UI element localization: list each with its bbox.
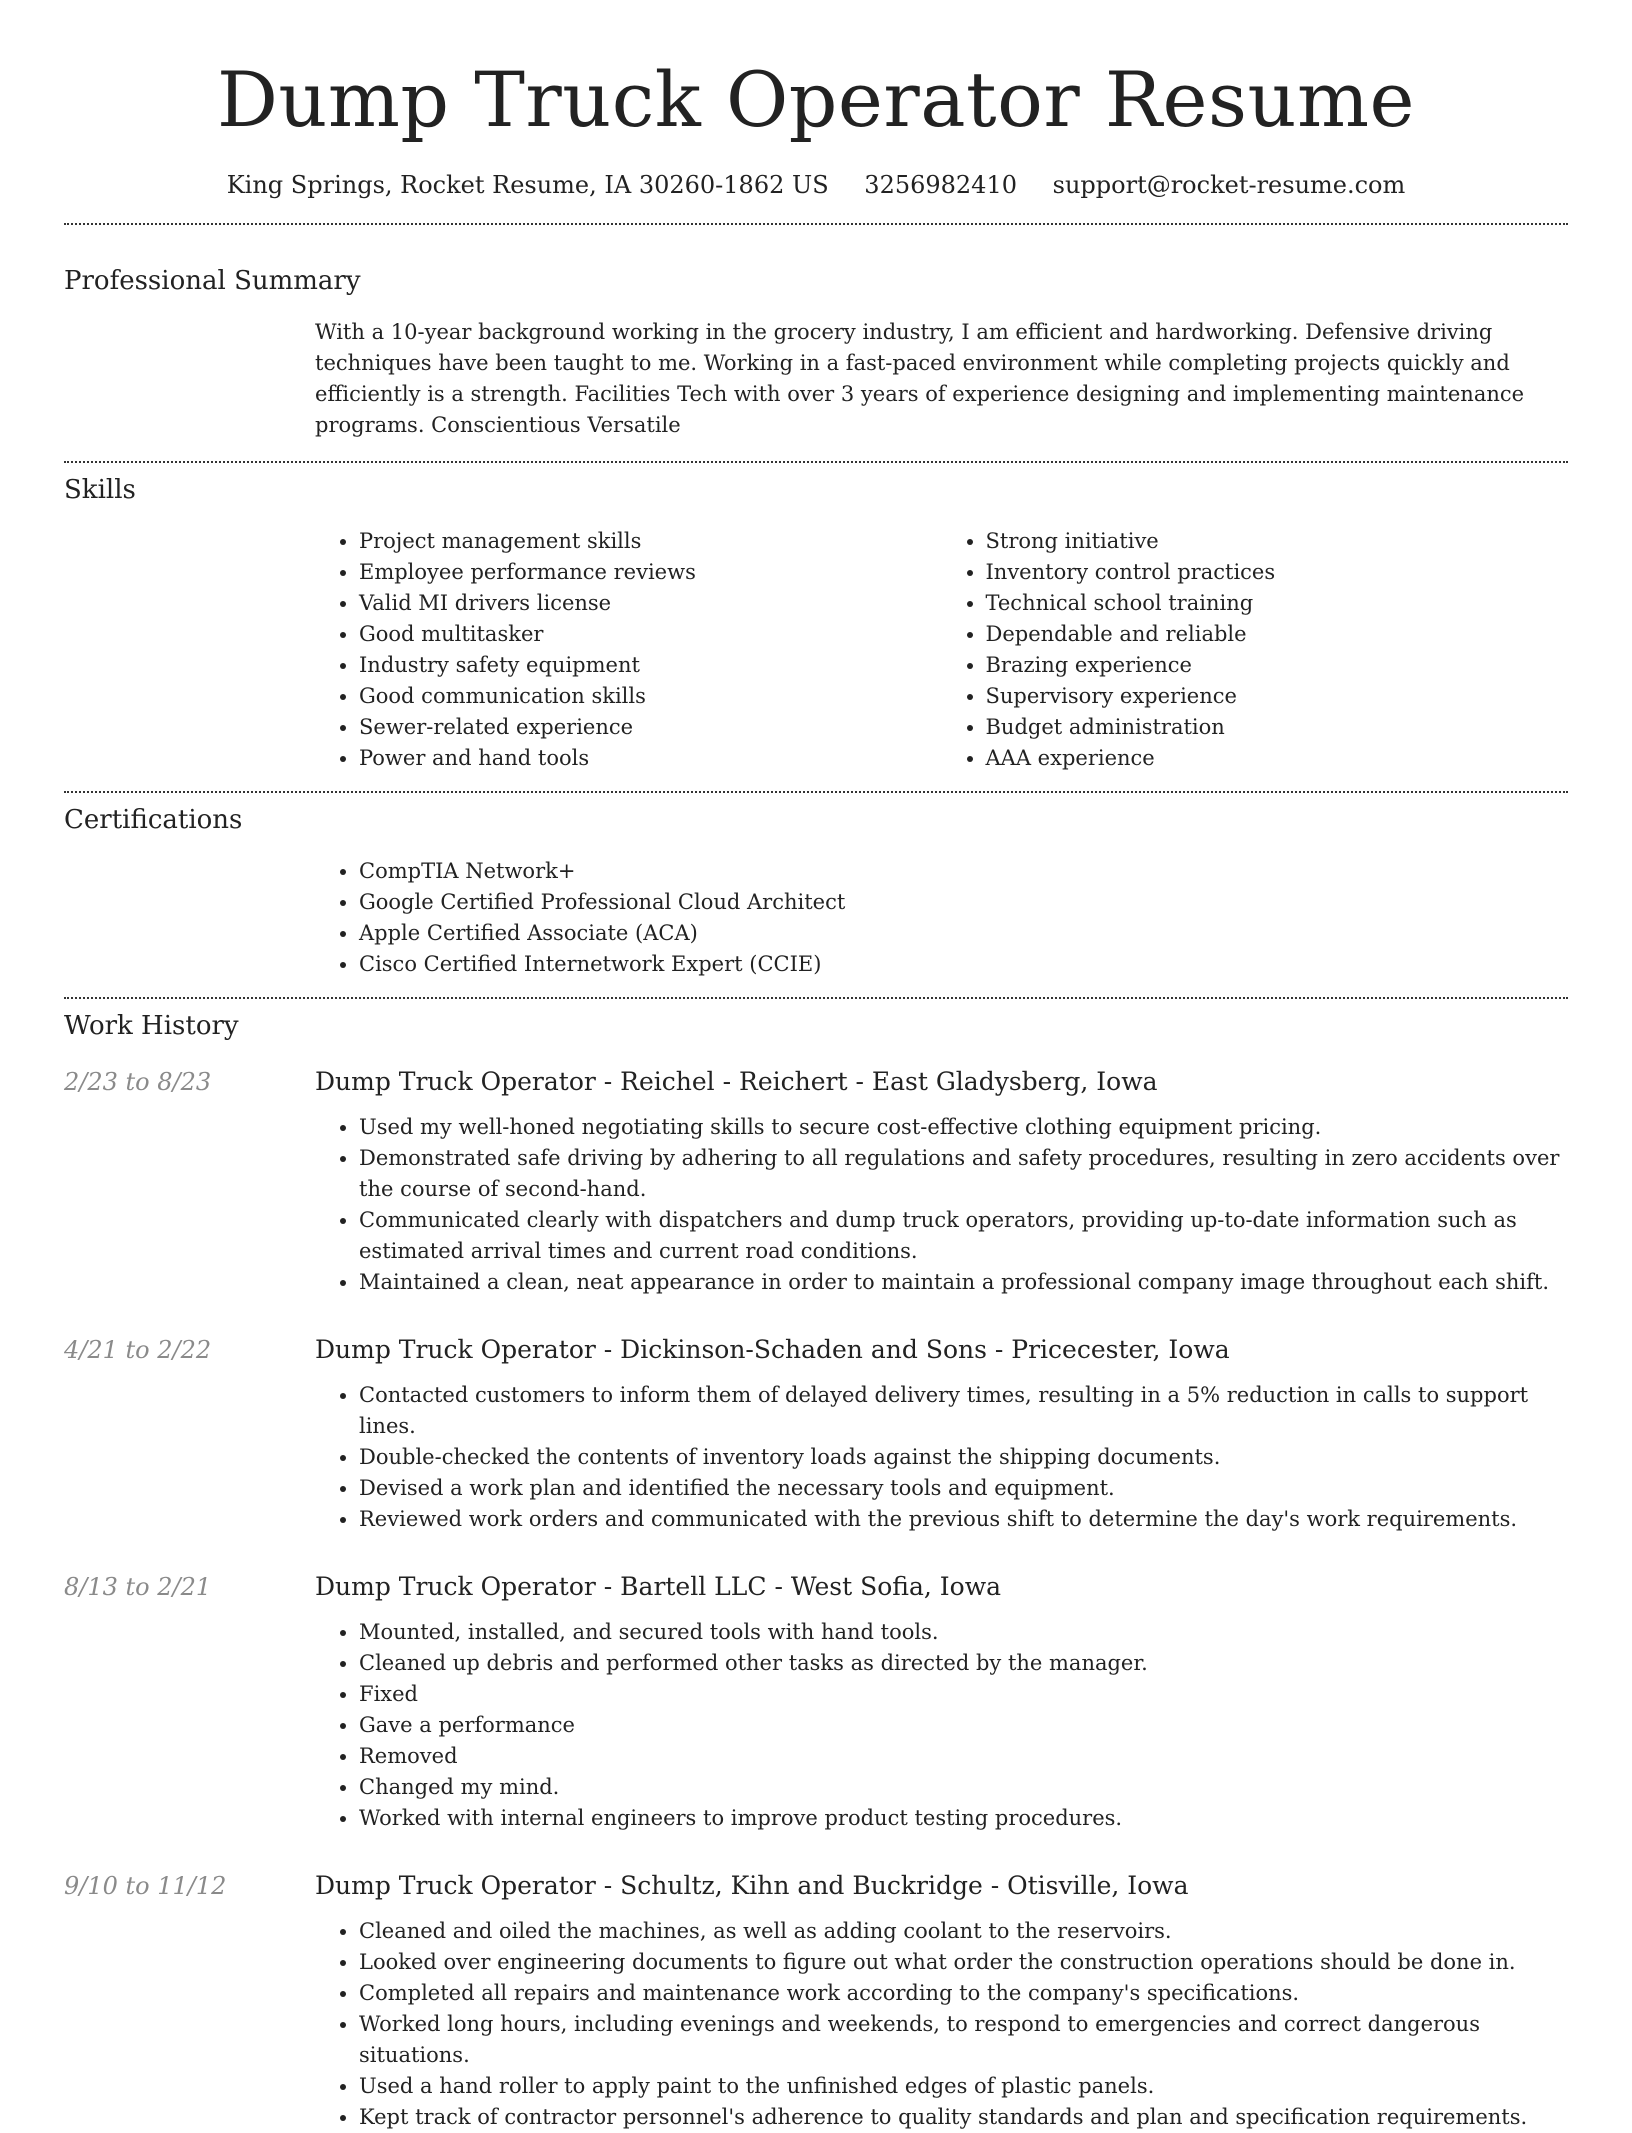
job-bullets [315, 1380, 1568, 1535]
job-duties [315, 1916, 1568, 2133]
section-divider [64, 461, 1568, 463]
skills-section [64, 472, 1568, 774]
job-entry [64, 1332, 1568, 1535]
job-bullet: • Used a hand roller to apply paint to the unfinished edges of plastic panels. [359, 2071, 1568, 2102]
certifications-heading: Certifications [64, 805, 243, 835]
job-bullet: • Gave a performance [359, 1710, 1568, 1741]
skills-columns [315, 526, 1568, 774]
section-divider [64, 223, 1568, 225]
skill-item: • Power and hand tools [359, 743, 942, 774]
skill-item: • Budget administration [986, 712, 1569, 743]
job-entry [64, 1569, 1568, 1834]
job-bullet: • Demonstrated safe driving by adhering to all regulations and safety procedures, resulting in zero accidents over the course of second-hand. [359, 1143, 1568, 1205]
job-duties [315, 1112, 1568, 1298]
skill-item: • Valid MI drivers license [359, 588, 942, 619]
job-bullets [315, 1916, 1568, 2133]
section-divider [64, 997, 1568, 999]
job-duties [315, 1380, 1568, 1535]
certification-item: • CompTIA Network+ [359, 856, 1568, 887]
contact-phone: 3256982410 [864, 171, 1017, 199]
skill-item: • Project management skills [359, 526, 942, 557]
job-title: Dump Truck Operator - Bartell LLC - West Sofia, Iowa [315, 1572, 1001, 1601]
job-bullet: • Removed [359, 1741, 1568, 1772]
certification-item: • Cisco Certified Internetwork Expert (CCIE) [359, 949, 1568, 980]
skill-item: • Industry safety equipment [359, 650, 942, 681]
certifications-body [315, 856, 1568, 980]
job-bullet: • Cleaned and oiled the machines, as well as adding coolant to the reservoirs. [359, 1916, 1568, 1947]
certification-item: • Apple Certified Associate (ACA) [359, 918, 1568, 949]
skills-list-left [315, 526, 942, 774]
summary-section [64, 263, 1568, 441]
job-bullet: • Mounted, installed, and secured tools with hand tools. [359, 1617, 1568, 1648]
job-dates: 4/21 to 2/22 [64, 1336, 212, 1364]
job-title: Dump Truck Operator - Reichel - Reichert - East Gladysberg, Iowa [315, 1067, 1158, 1096]
job-bullet: • Double-checked the contents of inventory loads against the shipping documents. [359, 1442, 1568, 1473]
certification-item: • Google Certified Professional Cloud Architect [359, 887, 1568, 918]
job-bullet: • Looked over engineering documents to figure out what order the construction operations should be done in. [359, 1947, 1568, 1978]
contact-email: support@rocket-resume.com [1052, 171, 1406, 199]
job-bullet: • Communicated clearly with dispatchers and dump truck operators, providing up-to-date information such as estimated arrival times and current road conditions. [359, 1205, 1568, 1267]
job-bullet: • Kept track of contractor personnel's adherence to quality standards and plan and specification requirements. [359, 2102, 1568, 2133]
job-bullet: • Maintained a clean, neat appearance in order to maintain a professional company image throughout each shift. [359, 1267, 1568, 1298]
skill-item: • Supervisory experience [986, 681, 1569, 712]
job-bullets [315, 1617, 1568, 1834]
job-bullet: • Changed my mind. [359, 1772, 1568, 1803]
job-title: Dump Truck Operator - Schultz, Kihn and Buckridge - Otisville, Iowa [315, 1871, 1189, 1900]
job-dates: 8/13 to 2/21 [64, 1573, 212, 1601]
certifications-section [64, 802, 1568, 980]
skill-item: • AAA experience [986, 743, 1569, 774]
job-bullet: • Completed all repairs and maintenance work according to the company's specifications. [359, 1978, 1568, 2009]
job-bullet: • Reviewed work orders and communicated with the previous shift to determine the day's work requirements. [359, 1504, 1568, 1535]
skill-item: • Employee performance reviews [359, 557, 942, 588]
resume-title: Dump Truck Operator Resume [216, 55, 1416, 144]
summary-text: With a 10-year background working in the grocery industry, I am efficient and hardworking. Defensive driving techniques have been taught to me. Working in a fast-paced environment while completing projects quickly and efficiently is a strength. Facilities Tech with over 3 years of experience designing and implementing maintenance programs. Conscientious Versatile [315, 320, 1525, 437]
skill-item: • Good multitasker [359, 619, 942, 650]
job-dates: 9/10 to 11/12 [64, 1872, 227, 1900]
job-bullet: • Fixed [359, 1679, 1568, 1710]
summary-heading: Professional Summary [64, 266, 361, 296]
job-bullet: • Worked with internal engineers to improve product testing procedures. [359, 1803, 1568, 1834]
summary-body [315, 317, 1568, 441]
certifications-list [315, 856, 1568, 980]
skills-heading: Skills [64, 475, 136, 505]
job-bullet: • Devised a work plan and identified the necessary tools and equipment. [359, 1473, 1568, 1504]
skill-item: • Good communication skills [359, 681, 942, 712]
work-history-heading: Work History [64, 1011, 239, 1041]
job-entry [64, 1868, 1568, 2133]
skills-list-right [942, 526, 1569, 774]
job-duties [315, 1617, 1568, 1834]
skill-item: • Strong initiative [986, 526, 1569, 557]
skill-item: • Dependable and reliable [986, 619, 1569, 650]
section-divider [64, 791, 1568, 793]
job-bullets [315, 1112, 1568, 1298]
resume-page [64, 0, 1568, 2133]
skill-item: • Inventory control practices [986, 557, 1569, 588]
contact-address: King Springs, Rocket Resume, IA 30260-1862 US [226, 171, 829, 199]
job-title: Dump Truck Operator - Dickinson-Schaden and Sons - Pricecester, Iowa [315, 1335, 1230, 1364]
job-bullet: • Used my well-honed negotiating skills to secure cost-effective clothing equipment pricing. [359, 1112, 1568, 1143]
job-bullet: • Cleaned up debris and performed other tasks as directed by the manager. [359, 1648, 1568, 1679]
skill-item: • Sewer-related experience [359, 712, 942, 743]
skill-item: • Technical school training [986, 588, 1569, 619]
job-bullet: • Contacted customers to inform them of delayed delivery times, resulting in a 5% reduction in calls to support lines. [359, 1380, 1568, 1442]
contact-line [64, 168, 1568, 202]
job-bullet: • Worked long hours, including evenings and weekends, to respond to emergencies and correct dangerous situations. [359, 2009, 1568, 2071]
work-history-section [64, 1008, 1568, 2133]
job-dates: 2/23 to 8/23 [64, 1068, 212, 1096]
skill-item: • Brazing experience [986, 650, 1569, 681]
job-entry [64, 1064, 1568, 1298]
